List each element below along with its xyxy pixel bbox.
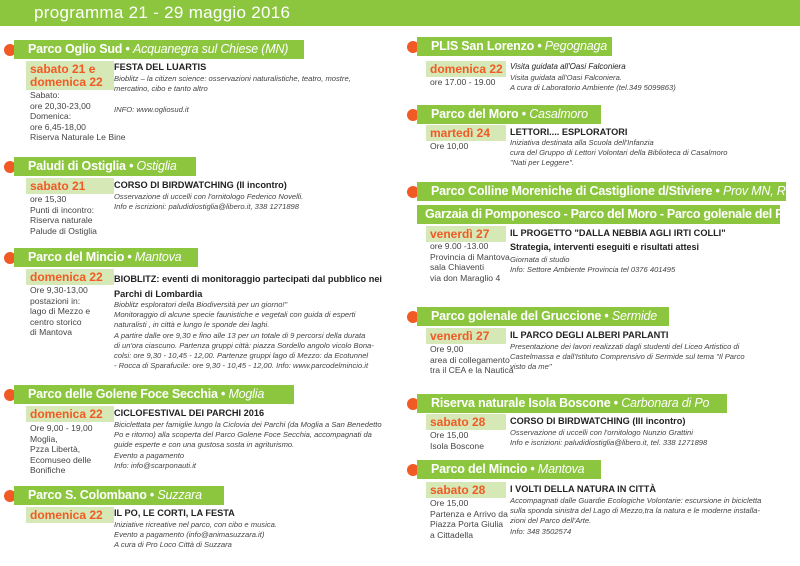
event-desc: Giornata di studio Info: Settore Ambiente Provincia tel 0376 401495 [510,255,676,275]
event-title: LETTORI.... ESPLORATORI [510,127,628,137]
event-title: Visita guidata all'Oasi Falconiera [510,62,626,71]
park-place: Ostiglia [136,159,177,173]
park-bar: Parco Colline Moreniche di Castiglione d/Stiviere • Prov MN, RN [417,182,786,201]
park-bar-secondary: Garzaia di Pomponesco - Parco del Moro - Parco golenale del Po [417,205,780,224]
event-title: IL PROGETTO "DALLA NEBBIA AGLI IRTI COLLI" [510,228,726,238]
event-date: sabato 21 [26,178,114,194]
park-name: Paludi di Ostiglia [28,159,126,173]
event-title: CICLOFESTIVAL DEI PARCHI 2016 [114,408,265,418]
park-place: Suzzara [157,488,202,502]
park-bar: Paludi di Ostiglia • Ostiglia [14,157,196,176]
park-place: Moglia [228,387,265,401]
park-name: Riserva naturale Isola Boscone [431,396,611,410]
event-title: IL PARCO DEGLI ALBERI PARLANTI [510,330,669,340]
park-place: Acquanegra sul Chiese (MN) [132,42,289,56]
park-name: Parco del Moro [431,107,519,121]
park-place: Sermide [611,309,658,323]
park-place: Mantova [134,250,182,264]
event-meta: Ore 15,00 Partenza e Arrivo da Piazza Porta Giulia a Cittadella [430,498,508,540]
event-meta: Ore 10,00 [430,141,469,151]
event-meta: Ore 9,30-13,00 postazioni in: lago di Mezzo e centro storico di Mantova [30,285,91,338]
event-desc: Iniziativa destinata alla Scuola dell'Infanzia cura del Gruppo di Lettori Volontari della Biblioteca di Casalmoro "Nati per Leggere". [510,138,728,168]
park-name: Parco S. Colombano [28,488,147,502]
park-bar: Parco delle Golene Foce Secchia • Moglia [14,385,294,404]
event-meta: ore 15,30 Punti di incontro: Riserva naturale Palude di Ostiglia [30,194,97,236]
park-name: Parco golenale del Gruccione [431,309,602,323]
park-place: Casalmoro [529,107,588,121]
park-name: Parco Colline Moreniche di Castiglione d/Stiviere [431,184,713,198]
event-desc: Visita guidata all'Oasi Falconiera. A cura di Laboratorio Ambiente (tel.349 5099863) [510,73,676,93]
event-date: sabato 28 [426,414,506,430]
event-meta: Ore 15,00 Isola Boscone [430,430,484,451]
park-name: Parco del Mincio [28,250,125,264]
event-date: domenica 22 [26,406,114,422]
event-desc: Presentazione dei lavori realizzati dagli studenti del Liceo Artistico di Castelmassa e dall'Istituto Comprensivo di Sermide sul tema "Il Parco visto da me" [510,342,745,372]
event-desc: Accompagnati dalle Guardie Ecologiche Volontarie: escursione in bicicletta sulla sponda sinistra del Lago di Mezzo,tra la natura e le moderne installa- zioni del Parco dell'Arte. Info: 348 3502574 [510,496,762,536]
event-desc: Osservazione di uccelli con l'ornitologo Federico Novelli. Info e iscrizioni: paludidiostiglia@libero.it, 338 1271898 [114,192,304,212]
event-date: venerdì 27 [426,226,506,242]
park-place: Mantova [537,462,585,476]
park-bar: Parco Oglio Sud • Acquanegra sul Chiese (MN) [14,40,304,59]
page-title: programma 21 - 29 maggio 2016 [34,3,291,22]
event-date: martedì 24 [426,125,506,141]
event-title: IL PO, LE CORTI, LA FESTA [114,508,235,518]
event-date: sabato 28 [426,482,506,498]
park-name: Parco Oglio Sud [28,42,123,56]
park-bar: Parco del Moro • Casalmoro [417,105,601,124]
event-title: CORSO DI BIRDWATCHING (II incontro) [114,180,287,190]
event-subtitle: Strategia, interventi eseguiti e risultati attesi [510,242,700,252]
event-title: CORSO DI BIRDWATCHING (III incontro) [510,416,686,426]
event-desc: Bioblitz esploratori della Biodiversità per un giorno!" Monitoraggio di alcune specie faunistiche e vegetali con guida di esperti naturalisti , in città e lungo le sponde dei laghi. A partire dalle ore 9,30 e fino alle 13 per un totale di 9 percorsi della durata di un'ora ciascuno. Partenza gruppi città: piazza Sordello angolo vicolo Bona- colsi: ore 9,30 - 10,45 - 12,00. Partenze gruppi lago di Mezzo: da Ecotunnel - Rocca di Sparafucile: ore 9,30 - 10,45 - 12,00. Info: www.parcodelmincio.it [114,300,374,371]
park-bar: Parco del Mincio • Mantova [14,248,198,267]
event-date: venerdì 27 [426,328,506,344]
park-name: PLIS San Lorenzo [431,39,535,53]
park-name: Parco del Mincio [431,462,528,476]
park-bar: Parco golenale del Gruccione • Sermide [417,307,669,326]
park-place: Carbonara di Po [621,396,710,410]
event-meta: ore 9.00 -13.00 Provincia di Mantova sala Chiaventi via don Maraglio 4 [430,241,510,283]
park-bar: Parco S. Colombano • Suzzara [14,486,224,505]
event-desc: Bioblitz – la citizen science: osservazioni naturalistiche, teatro, mostre, mercatino, cibo e tanto altro INFO: www.ogliosud.it [114,74,351,114]
park-bar: PLIS San Lorenzo • Pegognaga [417,37,612,56]
event-desc: Iniziative ricreative nel parco, con cibo e musica. Evento a pagamento (info@animasuzzara.it) A cura di Pro Loco Città di Suzzara [114,520,277,550]
event-meta: Sabato: ore 20,30-23,00 Domenica: ore 6,45-18,00 Riserva Naturale Le Bine [30,90,126,143]
event-date: sabato 21 e domenica 22 [26,61,114,90]
event-meta: Ore 9,00 - 19,00 Moglia, Pzza Libertà, Ecomuseo delle Bonifiche [30,423,93,476]
park-place: Prov MN, RN [722,184,795,198]
event-desc: Osservazione di uccelli con l'ornitologo Nunzio Grattini Info e iscrizioni: paludidiostiglia@libero.it, tel. 338 1271898 [510,428,708,448]
event-meta: ore 17.00 - 19.00 [430,77,496,87]
event-title: I VOLTI DELLA NATURA IN CITTÀ [510,484,656,494]
header-bar [0,0,800,26]
event-meta: Ore 9,00 area di collegamento tra il CEA e la Nautica [430,344,514,376]
park-bar: Riserva naturale Isola Boscone • Carbonara di Po [417,394,727,413]
event-title: FESTA DEL LUARTIS [114,62,207,72]
event-date: domenica 22 [426,61,506,77]
event-title: BIOBLITZ: eventi di monitoraggio partecipati dal pubblico nei Parchi di Lombardia [114,274,382,299]
event-date: domenica 22 [26,507,114,523]
event-desc: Biciclettata per famiglie lungo la Ciclovia dei Parchi (da Moglia a San Benedetto Po e ritorno) alla scoperta del Parco Golene Foce Secchia, accompagnati da guide esperte e con una gustosa sosta in agriturismo. Evento a pagamento Info: info@scarponauti.it [114,420,382,470]
event-date: domenica 22 [26,269,114,285]
park-bar: Parco del Mincio • Mantova [417,460,601,479]
park-place: Pegognaga [544,39,607,53]
park-name: Parco delle Golene Foce Secchia [28,387,218,401]
